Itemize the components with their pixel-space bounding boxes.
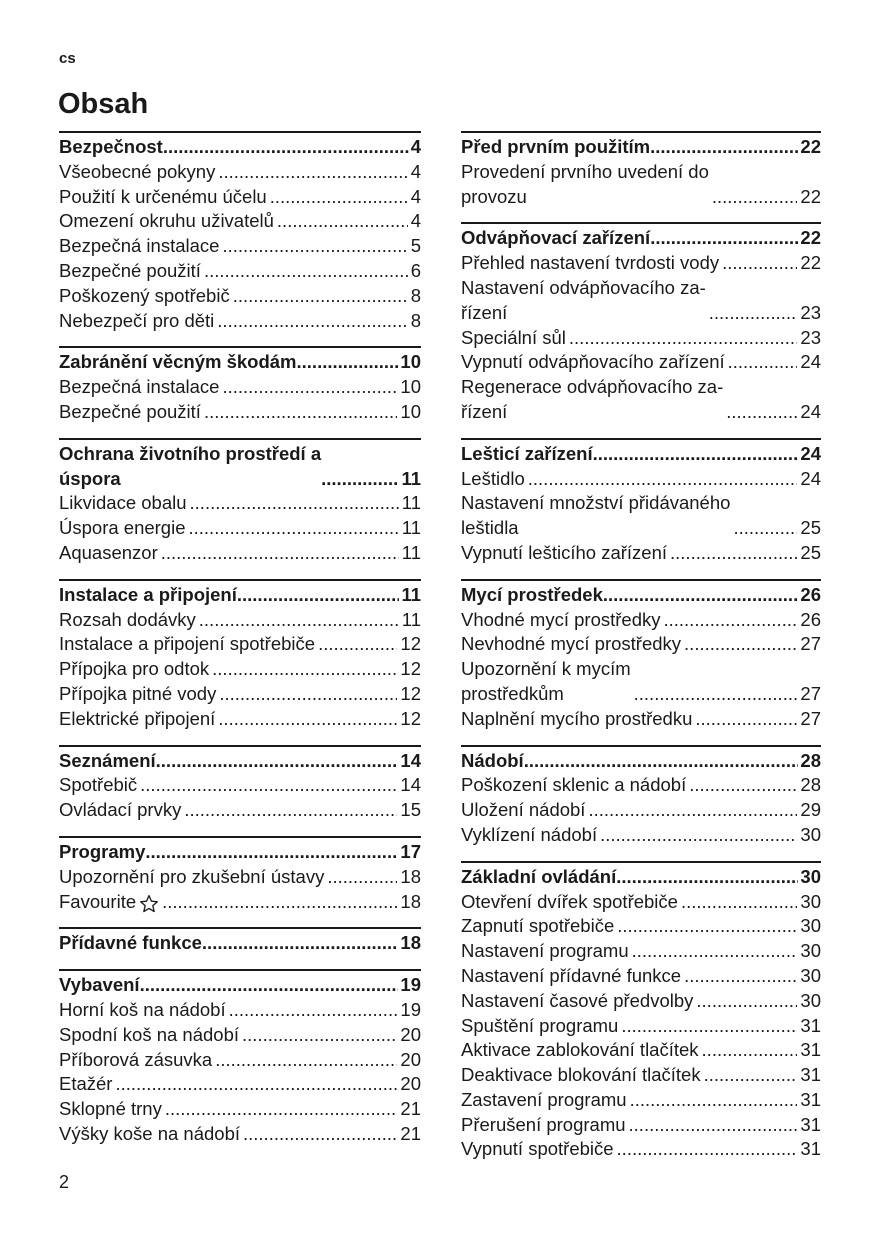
- toc-entry-provedeni-prvniho-uvedeni-do-provozu[interactable]: [461, 160, 821, 210]
- toc-section-zabraneni-vecnym-skodam: [59, 346, 421, 424]
- page-ref: 31: [800, 1064, 821, 1086]
- page-ref: 21: [400, 1098, 421, 1120]
- entry-label: Příborová zásuvka: [59, 1048, 213, 1070]
- dot-leader: [588, 798, 797, 823]
- toc-entry-zastaveni-programu[interactable]: [461, 1088, 821, 1113]
- page-ref: 26: [800, 583, 821, 605]
- dot-leader: [704, 1063, 798, 1088]
- page-ref: 24: [800, 442, 821, 464]
- entry-label: Favourite: [59, 890, 137, 912]
- entry-label: Vypnutí spotřebiče: [461, 1138, 614, 1160]
- page-ref: 31: [800, 1039, 821, 1061]
- dot-leader: [145, 840, 398, 865]
- toc-heading-nadobi[interactable]: [461, 749, 821, 774]
- page-ref: 30: [800, 940, 821, 962]
- dot-leader: [593, 442, 799, 467]
- page-ref: 19: [400, 998, 421, 1020]
- page-ref: 22: [800, 252, 821, 274]
- toc-entry-nevhodne-myci-prostredky[interactable]: [461, 632, 821, 657]
- entry-label: Přerušení programu: [461, 1113, 626, 1135]
- toc-heading-lestici-zarizeni[interactable]: [461, 442, 821, 467]
- dot-leader: [219, 682, 397, 707]
- page-ref: 4: [410, 160, 421, 182]
- entry-label: Uložení nádobí: [461, 799, 586, 821]
- page-ref: 18: [400, 890, 421, 912]
- toc-heading-myci-prostredek[interactable]: [461, 583, 821, 608]
- entry-label: Vypnutí lešticího zařízení: [461, 541, 668, 563]
- section-title: Bezpečnost: [59, 136, 163, 157]
- dot-leader: [616, 865, 798, 890]
- entry-label: Spodní koš na nádobí: [59, 1023, 240, 1045]
- toc-entry-vysky-kose-na-nadobi[interactable]: [59, 1122, 421, 1147]
- entry-label: Bezpečné použití: [59, 259, 201, 281]
- toc-entry-sklopne-trny[interactable]: [59, 1097, 421, 1122]
- toc-section-ochrana-zivotniho-prostredi-a-uspora: [59, 438, 421, 566]
- section-title: Před prvním použitím: [461, 136, 651, 157]
- dot-leader: [670, 541, 797, 566]
- toc-entry-instalace-a-pripojeni-spotrebice[interactable]: [59, 632, 421, 657]
- page-ref: 30: [800, 865, 821, 887]
- page-ref: 6: [410, 259, 421, 281]
- page-ref: 29: [800, 799, 821, 821]
- entry-label: Naplnění mycího prostředku: [461, 707, 693, 729]
- dot-leader: [684, 964, 797, 989]
- toc-entry-lestidlo[interactable]: [461, 467, 821, 492]
- entry-label: Nevhodné mycí prostředky: [461, 633, 682, 655]
- dot-leader: [217, 309, 407, 334]
- dot-leader: [270, 185, 408, 210]
- page-ref: 14: [400, 749, 421, 771]
- page-ref: 25: [800, 517, 821, 539]
- toc-section-pridavne-funkce: [59, 927, 421, 956]
- page-ref: 12: [400, 633, 421, 655]
- page-ref: 12: [400, 707, 421, 729]
- dot-leader: [728, 350, 798, 375]
- entry-label: Bezpečné použití: [59, 400, 201, 422]
- toc-entry-ulozeni-nadobi[interactable]: [461, 798, 821, 823]
- toc-heading-zakladni-ovladani[interactable]: [461, 865, 821, 890]
- toc-heading-ochrana-zivotniho-prostredi-a-uspora[interactable]: [59, 442, 421, 492]
- toc-section-myci-prostredek: [461, 579, 821, 732]
- dot-leader: [634, 682, 798, 707]
- entry-label: Spotřebič: [59, 774, 138, 796]
- dot-leader: [184, 798, 397, 823]
- page-ref: 28: [800, 749, 821, 771]
- toc-heading-pridavne-funkce[interactable]: [59, 931, 421, 956]
- page-ref: 12: [400, 682, 421, 704]
- toc-entry-bezpecna-instalace[interactable]: [59, 234, 421, 259]
- entry-label: Aktivace zablokování tlačítek: [461, 1039, 699, 1061]
- page-title: Obsah: [58, 88, 149, 120]
- section-title: Programy: [59, 840, 146, 862]
- dot-leader: [528, 467, 798, 492]
- dot-leader: [709, 301, 798, 326]
- entry-label: Regenerace odvápňovacího za- řízení: [461, 376, 724, 422]
- entry-label: Vyklízení nádobí: [461, 823, 598, 845]
- dot-leader: [218, 160, 407, 185]
- toc-heading-zabraneni-vecnym-skodam[interactable]: [59, 350, 421, 375]
- toc-entry-aquasenzor[interactable]: [59, 541, 421, 566]
- dot-leader: [237, 583, 400, 608]
- dot-leader: [229, 998, 398, 1023]
- dot-leader: [681, 890, 797, 915]
- page-ref: 31: [800, 1014, 821, 1036]
- entry-label: Bezpečná instalace: [59, 376, 220, 398]
- entry-label: Zastavení programu: [461, 1088, 627, 1110]
- page-ref: 19: [400, 974, 421, 996]
- toc-heading-seznameni[interactable]: [59, 749, 421, 774]
- toc-entry-ovladaci-prvky[interactable]: [59, 798, 421, 823]
- toc-entry-elektricke-pripojeni[interactable]: [59, 707, 421, 732]
- toc-heading-odvapnovaci-zarizeni[interactable]: [461, 226, 821, 251]
- entry-label: Rozsah dodávky: [59, 608, 196, 630]
- toc-entry-nastaveni-programu[interactable]: [461, 939, 821, 964]
- page-ref: 10: [400, 376, 421, 398]
- entry-label: Likvidace obalu: [59, 492, 187, 514]
- toc-entry-specialni-sul[interactable]: [461, 326, 821, 351]
- toc-entry-naplneni-myciho-prostredku[interactable]: [461, 707, 821, 732]
- entry-label: Sklopné trny: [59, 1098, 162, 1120]
- dot-leader: [222, 375, 397, 400]
- page-ref: 31: [800, 1113, 821, 1135]
- dot-leader: [621, 1014, 797, 1039]
- page-ref: 18: [400, 932, 421, 954]
- section-title: Seznámení: [59, 749, 156, 771]
- entry-label: Poškození sklenic a nádobí: [461, 774, 687, 796]
- toc-entry-rozsah-dodavky[interactable]: [59, 608, 421, 633]
- toc-entry-prehled-nastaveni-tvrdosti-vody[interactable]: [461, 251, 821, 276]
- entry-label: Elektrické připojení: [59, 707, 216, 729]
- entry-label: Upozornění k mycím prostředkům: [461, 658, 631, 704]
- dot-leader: [297, 350, 399, 375]
- toc-section-zakladni-ovladani: [461, 861, 821, 1163]
- entry-label: Leštidlo: [461, 467, 525, 489]
- toc-entry-nebezpeci-pro-deti[interactable]: [59, 309, 421, 334]
- dot-leader: [204, 400, 397, 425]
- toc-entry-bezpecne-pouziti[interactable]: [59, 259, 421, 284]
- entry-label: Vypnutí odvápňovacího zařízení: [461, 351, 725, 373]
- page-ref: 23: [800, 301, 821, 323]
- entry-label: Spuštění programu: [461, 1014, 619, 1036]
- toc-section-instalace-a-pripojeni: [59, 579, 421, 732]
- dot-leader: [650, 135, 798, 160]
- toc-entry-spusteni-programu[interactable]: [461, 1014, 821, 1039]
- entry-label: Horní koš na nádobí: [59, 998, 226, 1020]
- toc-entry-zapnuti-spotrebice[interactable]: [461, 914, 821, 939]
- page-ref: 11: [401, 517, 421, 539]
- page-ref: 26: [800, 608, 821, 630]
- toc-entry-upozorneni-pro-zkusebni-ustavy[interactable]: [59, 865, 421, 890]
- toc-section-vybaveni: [59, 969, 421, 1147]
- page-ref: 27: [800, 682, 821, 704]
- dot-leader: [277, 209, 408, 234]
- toc-heading-pred-prvnim-pouzitim[interactable]: [461, 135, 821, 160]
- entry-label: Omezení okruhu uživatelů: [59, 210, 274, 232]
- toc-entry-pripojka-pro-odtok[interactable]: [59, 657, 421, 682]
- page-ref: 8: [410, 284, 421, 306]
- entry-label: Použití k určenému účelu: [59, 185, 267, 207]
- dot-leader: [733, 516, 797, 541]
- page-ref: 24: [800, 400, 821, 422]
- dot-leader: [318, 632, 397, 657]
- entry-label: Upozornění pro zkušební ústavy: [59, 865, 325, 887]
- toc-entry-priborova-zasuvka[interactable]: [59, 1048, 421, 1073]
- toc-entry-vypnuti-spotrebice[interactable]: [461, 1137, 821, 1162]
- entry-label: Ovládací prvky: [59, 799, 182, 821]
- entry-label: Provedení prvního uvedení do provozu: [461, 160, 709, 207]
- entry-label: Výšky koše na nádobí: [59, 1122, 240, 1144]
- page-ref: 10: [400, 351, 421, 373]
- dot-leader: [524, 749, 799, 774]
- page-ref: 11: [401, 608, 421, 630]
- page-ref: 20: [400, 1023, 421, 1045]
- dot-leader: [215, 1048, 397, 1073]
- dot-leader: [321, 467, 399, 492]
- dot-leader: [199, 608, 399, 633]
- dot-leader: [722, 251, 797, 276]
- page-ref: 11: [401, 583, 421, 605]
- page-ref: 23: [800, 326, 821, 348]
- dot-leader: [702, 1038, 798, 1063]
- dot-leader: [663, 608, 797, 633]
- toc-entry-omezeni-okruhu-uzivatelu[interactable]: [59, 209, 421, 234]
- toc-entry-nastaveni-pridavne-funkce[interactable]: [461, 964, 821, 989]
- page-ref: 4: [410, 185, 421, 207]
- page-ref: 28: [800, 774, 821, 796]
- dot-leader: [204, 259, 408, 284]
- toc-column-right: [461, 131, 821, 1175]
- entry-label: Nastavení časové předvolby: [461, 989, 694, 1011]
- dot-leader: [218, 707, 397, 732]
- page-ref: 18: [400, 865, 421, 887]
- dot-leader: [222, 234, 407, 259]
- entry-label: Všeobecné pokyny: [59, 160, 216, 182]
- toc-section-lestici-zarizeni: [461, 438, 821, 566]
- toc-heading-programy[interactable]: [59, 840, 421, 865]
- section-title: Lešticí zařízení: [461, 442, 593, 464]
- toc-entry-poskozeny-spotrebic[interactable]: [59, 284, 421, 309]
- language-code: cs: [59, 50, 76, 67]
- page-ref: 12: [400, 658, 421, 680]
- toc-column-left: [59, 131, 421, 1160]
- toc-entry-vypnuti-odvapnovaciho-zarizeni[interactable]: [461, 350, 821, 375]
- page-ref: 17: [400, 840, 421, 862]
- toc-entry-pouziti-k-urcenemu-ucelu[interactable]: [59, 185, 421, 210]
- section-title: Základní ovládání: [461, 865, 617, 887]
- page-ref: 20: [400, 1073, 421, 1095]
- page-ref: 31: [800, 1088, 821, 1110]
- entry-label: Nastavení programu: [461, 940, 629, 962]
- page-ref: 5: [410, 235, 421, 257]
- dot-leader: [190, 491, 399, 516]
- entry-label: Vhodné mycí prostředky: [461, 608, 661, 630]
- dot-leader: [163, 135, 409, 160]
- toc-entry-vseobecne-pokyny[interactable]: [59, 160, 421, 185]
- entry-label: Nastavení přídavné funkce: [461, 964, 682, 986]
- entry-label: Nastavení odvápňovacího za- řízení: [461, 276, 706, 323]
- page-ref: 30: [800, 890, 821, 912]
- entry-label: Poškozený spotřebič: [59, 284, 230, 306]
- toc-heading-vybaveni[interactable]: [59, 973, 421, 998]
- entry-label: Otevření dvířek spotřebiče: [461, 890, 678, 912]
- dot-leader: [165, 1097, 398, 1122]
- toc-entry-nastaveni-odvapnovaciho-za-rizeni[interactable]: [461, 276, 821, 326]
- entry-label: Nebezpečí pro děti: [59, 309, 215, 331]
- toc-entry-spodni-kos-na-nadobi[interactable]: [59, 1023, 421, 1048]
- toc-entry-preruseni-programu[interactable]: [461, 1113, 821, 1138]
- toc-section-nadobi: [461, 745, 821, 848]
- dot-leader: [696, 989, 797, 1014]
- toc-entry-spotrebic[interactable]: [59, 773, 421, 798]
- dot-leader: [140, 973, 399, 998]
- dot-leader: [162, 890, 397, 915]
- toc-entry-bezpecna-instalace[interactable]: [59, 375, 421, 400]
- toc-entry-nastaveni-mnozstvi-pridavaneho-lestidla[interactable]: [461, 491, 821, 541]
- page-ref: 30: [800, 989, 821, 1011]
- section-title: Ochrana životního prostředí a úspora: [59, 442, 322, 489]
- toc-entry-pripojka-pitne-vody[interactable]: [59, 682, 421, 707]
- toc-entry-horni-kos-na-nadobi[interactable]: [59, 998, 421, 1023]
- entry-label: Zapnutí spotřebiče: [461, 915, 615, 937]
- page-ref: 27: [800, 633, 821, 655]
- toc-section-programy: [59, 836, 421, 914]
- toc-heading-bezpecnost[interactable]: [59, 135, 421, 160]
- page-ref: 30: [800, 964, 821, 986]
- dot-leader: [650, 226, 798, 251]
- entry-label: Etažér: [59, 1073, 113, 1095]
- dot-leader: [617, 1137, 798, 1162]
- page-ref: 8: [410, 309, 421, 331]
- dot-leader: [140, 773, 397, 798]
- toc-entry-vhodne-myci-prostredky[interactable]: [461, 608, 821, 633]
- dot-leader: [233, 284, 408, 309]
- section-title: Instalace a připojení: [59, 583, 237, 605]
- toc-entry-deaktivace-blokovani-tlacitek[interactable]: [461, 1063, 821, 1088]
- toc-entry-otevreni-dvirek-spotrebice[interactable]: [461, 890, 821, 915]
- entry-label: Nastavení množství přidávaného leštidla: [461, 492, 731, 539]
- toc-entry-etazer[interactable]: [59, 1072, 421, 1097]
- section-title: Odvápňovací zařízení: [461, 227, 651, 249]
- page-ref: 4: [410, 136, 421, 157]
- dot-leader: [684, 632, 797, 657]
- toc-entry-upozorneni-k-mycim-prostredkum[interactable]: [461, 657, 821, 707]
- toc-entry-poskozeni-sklenic-a-nadobi[interactable]: [461, 773, 821, 798]
- page-ref: 30: [800, 915, 821, 937]
- page-ref: 30: [800, 823, 821, 845]
- dot-leader: [689, 773, 797, 798]
- page-ref: 31: [800, 1138, 821, 1160]
- page-ref: 14: [400, 774, 421, 796]
- page-ref: 27: [800, 707, 821, 729]
- dot-leader: [695, 707, 797, 732]
- section-title: Zabránění věcným škodám: [59, 351, 297, 373]
- dot-leader: [630, 1088, 798, 1113]
- toc-entry-vypnuti-lesticiho-zarizeni[interactable]: [461, 541, 821, 566]
- dot-leader: [243, 1122, 397, 1147]
- entry-label: Aquasenzor: [59, 541, 158, 563]
- dot-leader: [569, 326, 798, 351]
- toc-entry-nastaveni-casove-predvolby[interactable]: [461, 989, 821, 1014]
- toc-entry-regenerace-odvapnovaciho-za-rizeni[interactable]: [461, 375, 821, 425]
- section-title: Nádobí: [461, 749, 524, 771]
- page-ref: 22: [800, 227, 821, 249]
- dot-leader: [726, 400, 797, 425]
- page-ref: 20: [400, 1048, 421, 1070]
- page-number: 2: [59, 1172, 70, 1192]
- entry-label: Instalace a připojení spotřebiče: [59, 633, 316, 655]
- entry-label: Bezpečná instalace: [59, 235, 220, 257]
- dot-leader: [156, 749, 399, 774]
- entry-label: Úspora energie: [59, 517, 186, 539]
- entry-label: Přípojka pro odtok: [59, 658, 210, 680]
- dot-leader: [202, 931, 399, 956]
- page-ref: 21: [400, 1122, 421, 1144]
- toc-section-odvapnovaci-zarizeni: [461, 222, 821, 424]
- page-ref: 25: [800, 541, 821, 563]
- toc-entry-aktivace-zablokovani-tlacitek[interactable]: [461, 1038, 821, 1063]
- toc-section-bezpecnost: [59, 131, 421, 333]
- page-ref: 22: [800, 136, 821, 157]
- dot-leader: [242, 1023, 397, 1048]
- toc-heading-instalace-a-pripojeni[interactable]: [59, 583, 421, 608]
- toc-entry-uspora-energie[interactable]: [59, 516, 421, 541]
- section-title: Vybavení: [59, 974, 140, 996]
- dot-leader: [161, 541, 399, 566]
- page-ref: 24: [800, 467, 821, 489]
- page-ref: 11: [401, 492, 421, 514]
- page-ref: 11: [401, 467, 421, 489]
- dot-leader: [115, 1072, 397, 1097]
- toc-section-seznameni: [59, 745, 421, 823]
- entry-label: Speciální sůl: [461, 326, 566, 348]
- entry-label: Přehled nastavení tvrdosti vody: [461, 252, 720, 274]
- dot-leader: [212, 657, 397, 682]
- dot-leader: [603, 583, 799, 608]
- page-ref: 24: [800, 351, 821, 373]
- entry-label: Deaktivace blokování tlačítek: [461, 1064, 701, 1086]
- toc-entry-bezpecne-pouziti[interactable]: [59, 400, 421, 425]
- dot-leader: [629, 1113, 798, 1138]
- dot-leader: [632, 939, 798, 964]
- dot-leader: [327, 865, 397, 890]
- toc-entry-favourite[interactable]: [59, 890, 421, 915]
- section-title: Mycí prostředek: [461, 583, 603, 605]
- dot-leader: [617, 914, 797, 939]
- dot-leader: [189, 516, 399, 541]
- star-icon: [139, 894, 159, 914]
- page-ref: 4: [410, 210, 421, 232]
- page-ref: 11: [401, 541, 421, 563]
- toc-entry-vyklizeni-nadobi[interactable]: [461, 823, 821, 848]
- dot-leader: [600, 823, 797, 848]
- toc-section-pred-prvnim-pouzitim: [461, 131, 821, 209]
- page-ref: 22: [800, 185, 821, 207]
- dot-leader: [712, 185, 798, 210]
- entry-label: Přípojka pitné vody: [59, 682, 217, 704]
- page-ref: 10: [400, 400, 421, 422]
- section-title: Přídavné funkce: [59, 932, 202, 954]
- toc-entry-likvidace-obalu[interactable]: [59, 491, 421, 516]
- page-ref: 15: [400, 799, 421, 821]
